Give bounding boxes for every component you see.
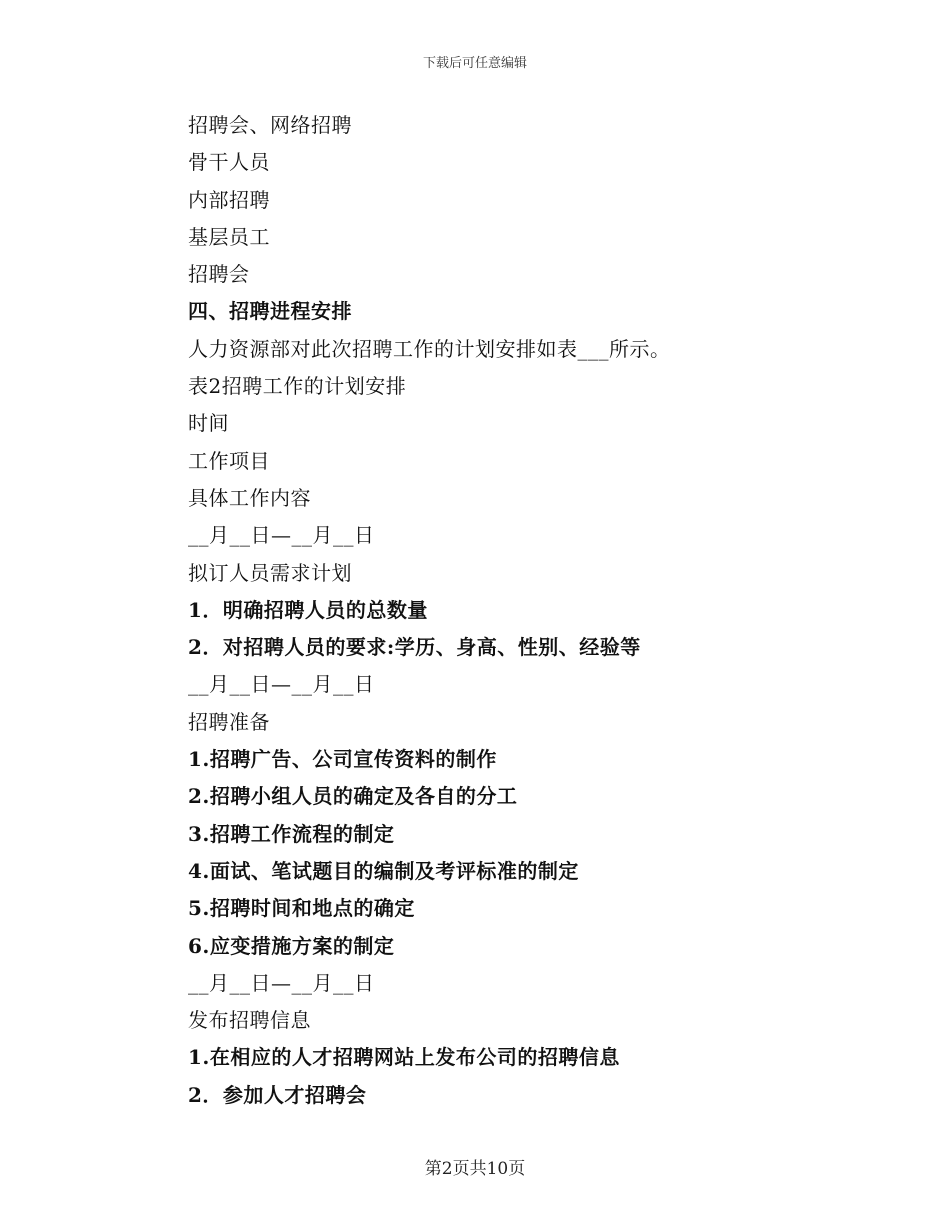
- text-line: 拟订人员需求计划: [188, 560, 352, 585]
- date-range: __月__日—__月__日: [188, 672, 375, 697]
- text-line: 人力资源部对此次招聘工作的计划安排如表___所示。: [188, 336, 671, 361]
- text-line: 发布招聘信息: [188, 1008, 311, 1033]
- list-item: 4.面试、笔试题目的编制及考评标准的制定: [188, 858, 579, 883]
- page-number: 第2页共10页: [424, 1159, 526, 1179]
- list-item: 1.在相应的人才招聘网站上发布公司的招聘信息: [188, 1045, 620, 1070]
- date-range: __月__日—__月__日: [188, 523, 375, 548]
- text-line: 招聘会: [188, 262, 250, 287]
- section-heading: 四、招聘进程安排: [188, 299, 352, 324]
- text-line: 招聘会、网络招聘: [188, 113, 352, 137]
- list-item: 2．对招聘人员的要求:学历、身高、性别、经验等: [188, 635, 641, 660]
- list-item: 5.招聘时间和地点的确定: [188, 896, 415, 921]
- page-header-note: 下载后可任意编辑: [422, 56, 527, 71]
- document-body: [188, 107, 888, 1114]
- text-line: 时间: [188, 411, 229, 436]
- text-line: 骨干人员: [188, 150, 270, 175]
- list-item: 3.招聘工作流程的制定: [188, 821, 395, 846]
- list-item: 2．参加人才招聘会: [188, 1082, 367, 1107]
- text-line: 基层员工: [188, 224, 270, 249]
- date-range: __月__日—__月__日: [188, 970, 375, 995]
- table-caption: 表2招聘工作的计划安排: [188, 374, 407, 399]
- list-item: 1.招聘广告、公司宣传资料的制作: [188, 747, 497, 772]
- text-line: 内部招聘: [188, 187, 270, 212]
- list-item: 6.应变措施方案的制定: [188, 933, 395, 958]
- list-item: 1．明确招聘人员的总数量: [188, 597, 428, 622]
- list-item: 2.招聘小组人员的确定及各自的分工: [188, 784, 518, 809]
- text-line: 具体工作内容: [188, 485, 311, 510]
- text-line: 招聘准备: [188, 709, 270, 734]
- text-line: 工作项目: [188, 448, 270, 473]
